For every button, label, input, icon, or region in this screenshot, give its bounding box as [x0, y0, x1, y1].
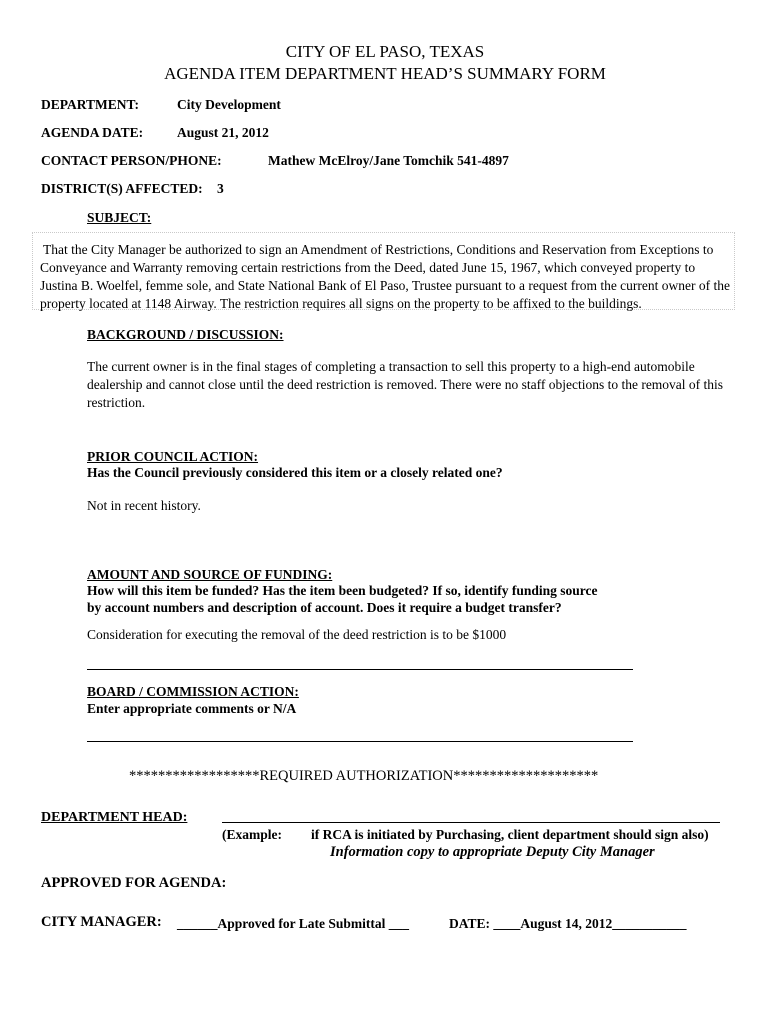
- prior-action-question: Has the Council previously considered this item or a closely related one?: [87, 465, 503, 480]
- info-copy-note: Information copy to appropriate Deputy City Manager: [330, 844, 655, 860]
- department-value: City Development: [177, 97, 281, 112]
- district-label: DISTRICT(S) AFFECTED:: [41, 181, 203, 196]
- subject-heading: SUBJECT:: [87, 210, 152, 225]
- contact-label: CONTACT PERSON/PHONE:: [41, 153, 222, 168]
- example-label: (Example:: [222, 827, 282, 842]
- funding-answer: Consideration for executing the removal of the deed restriction is to be $1000: [87, 627, 507, 642]
- district-value: 3: [217, 181, 224, 196]
- background-heading: BACKGROUND / DISCUSSION:: [87, 327, 284, 342]
- board-heading: BOARD / COMMISSION ACTION:: [87, 684, 299, 699]
- board-instruction: Enter appropriate comments or N/A: [87, 701, 297, 716]
- form-title-line1: CITY OF EL PASO, TEXAS: [285, 42, 485, 61]
- late-submittal-field: ______Approved for Late Submittal ___: [177, 916, 410, 931]
- form-title-line2: AGENDA ITEM DEPARTMENT HEAD’S SUMMARY FORM: [164, 64, 606, 83]
- contact-value: Mathew McElroy/Jane Tomchik 541-4897: [268, 153, 509, 168]
- prior-action-heading: PRIOR COUNCIL ACTION:: [87, 449, 259, 464]
- funding-divider-line: [87, 669, 633, 670]
- funding-question-line1: How will this item be funded? Has the item been budgeted? If so, identify funding source: [87, 583, 598, 598]
- agenda-date-value: August 21, 2012: [177, 125, 269, 140]
- department-label: DEPARTMENT:: [41, 97, 140, 112]
- subject-text: That the City Manager be authorized to sign an Amendment of Restrictions, Conditions and Reservation from Exceptions to Conveyance and Warranty removing certain restrictions from the Deed, dated June 15, 1967, which conveyed property to Justina B. Woelfel, femme sole, and State National Bank of El Paso, Trustee pursuant to a request from the current owner of the property located at 1148 Airway. The restriction requires all signs on the property to be affixed to the buildings.: [40, 242, 731, 311]
- department-head-label: DEPARTMENT HEAD:: [41, 810, 188, 825]
- agenda-date-label: AGENDA DATE:: [41, 125, 144, 140]
- required-authorization-banner: ******************REQUIRED AUTHORIZATION********************: [129, 768, 599, 784]
- background-text: The current owner is in the final stages of completing a transaction to sell this property to a high-end automobile dealership and cannot close until the deed restriction is removed. There were no staff objections to the removal of this restriction.: [87, 359, 724, 410]
- approved-for-agenda-label: APPROVED FOR AGENDA:: [41, 875, 227, 891]
- approval-date-field: DATE: ____August 14, 2012___________: [449, 916, 687, 931]
- city-manager-label: CITY MANAGER:: [41, 914, 162, 930]
- prior-action-answer: Not in recent history.: [87, 498, 201, 513]
- funding-heading: AMOUNT AND SOURCE OF FUNDING:: [87, 567, 333, 582]
- department-head-signature-line: [222, 822, 720, 823]
- example-text: if RCA is initiated by Purchasing, client department should sign also): [311, 827, 709, 842]
- board-comment-line: [87, 741, 633, 742]
- funding-question-line2: by account numbers and description of account. Does it require a budget transfer?: [87, 600, 562, 615]
